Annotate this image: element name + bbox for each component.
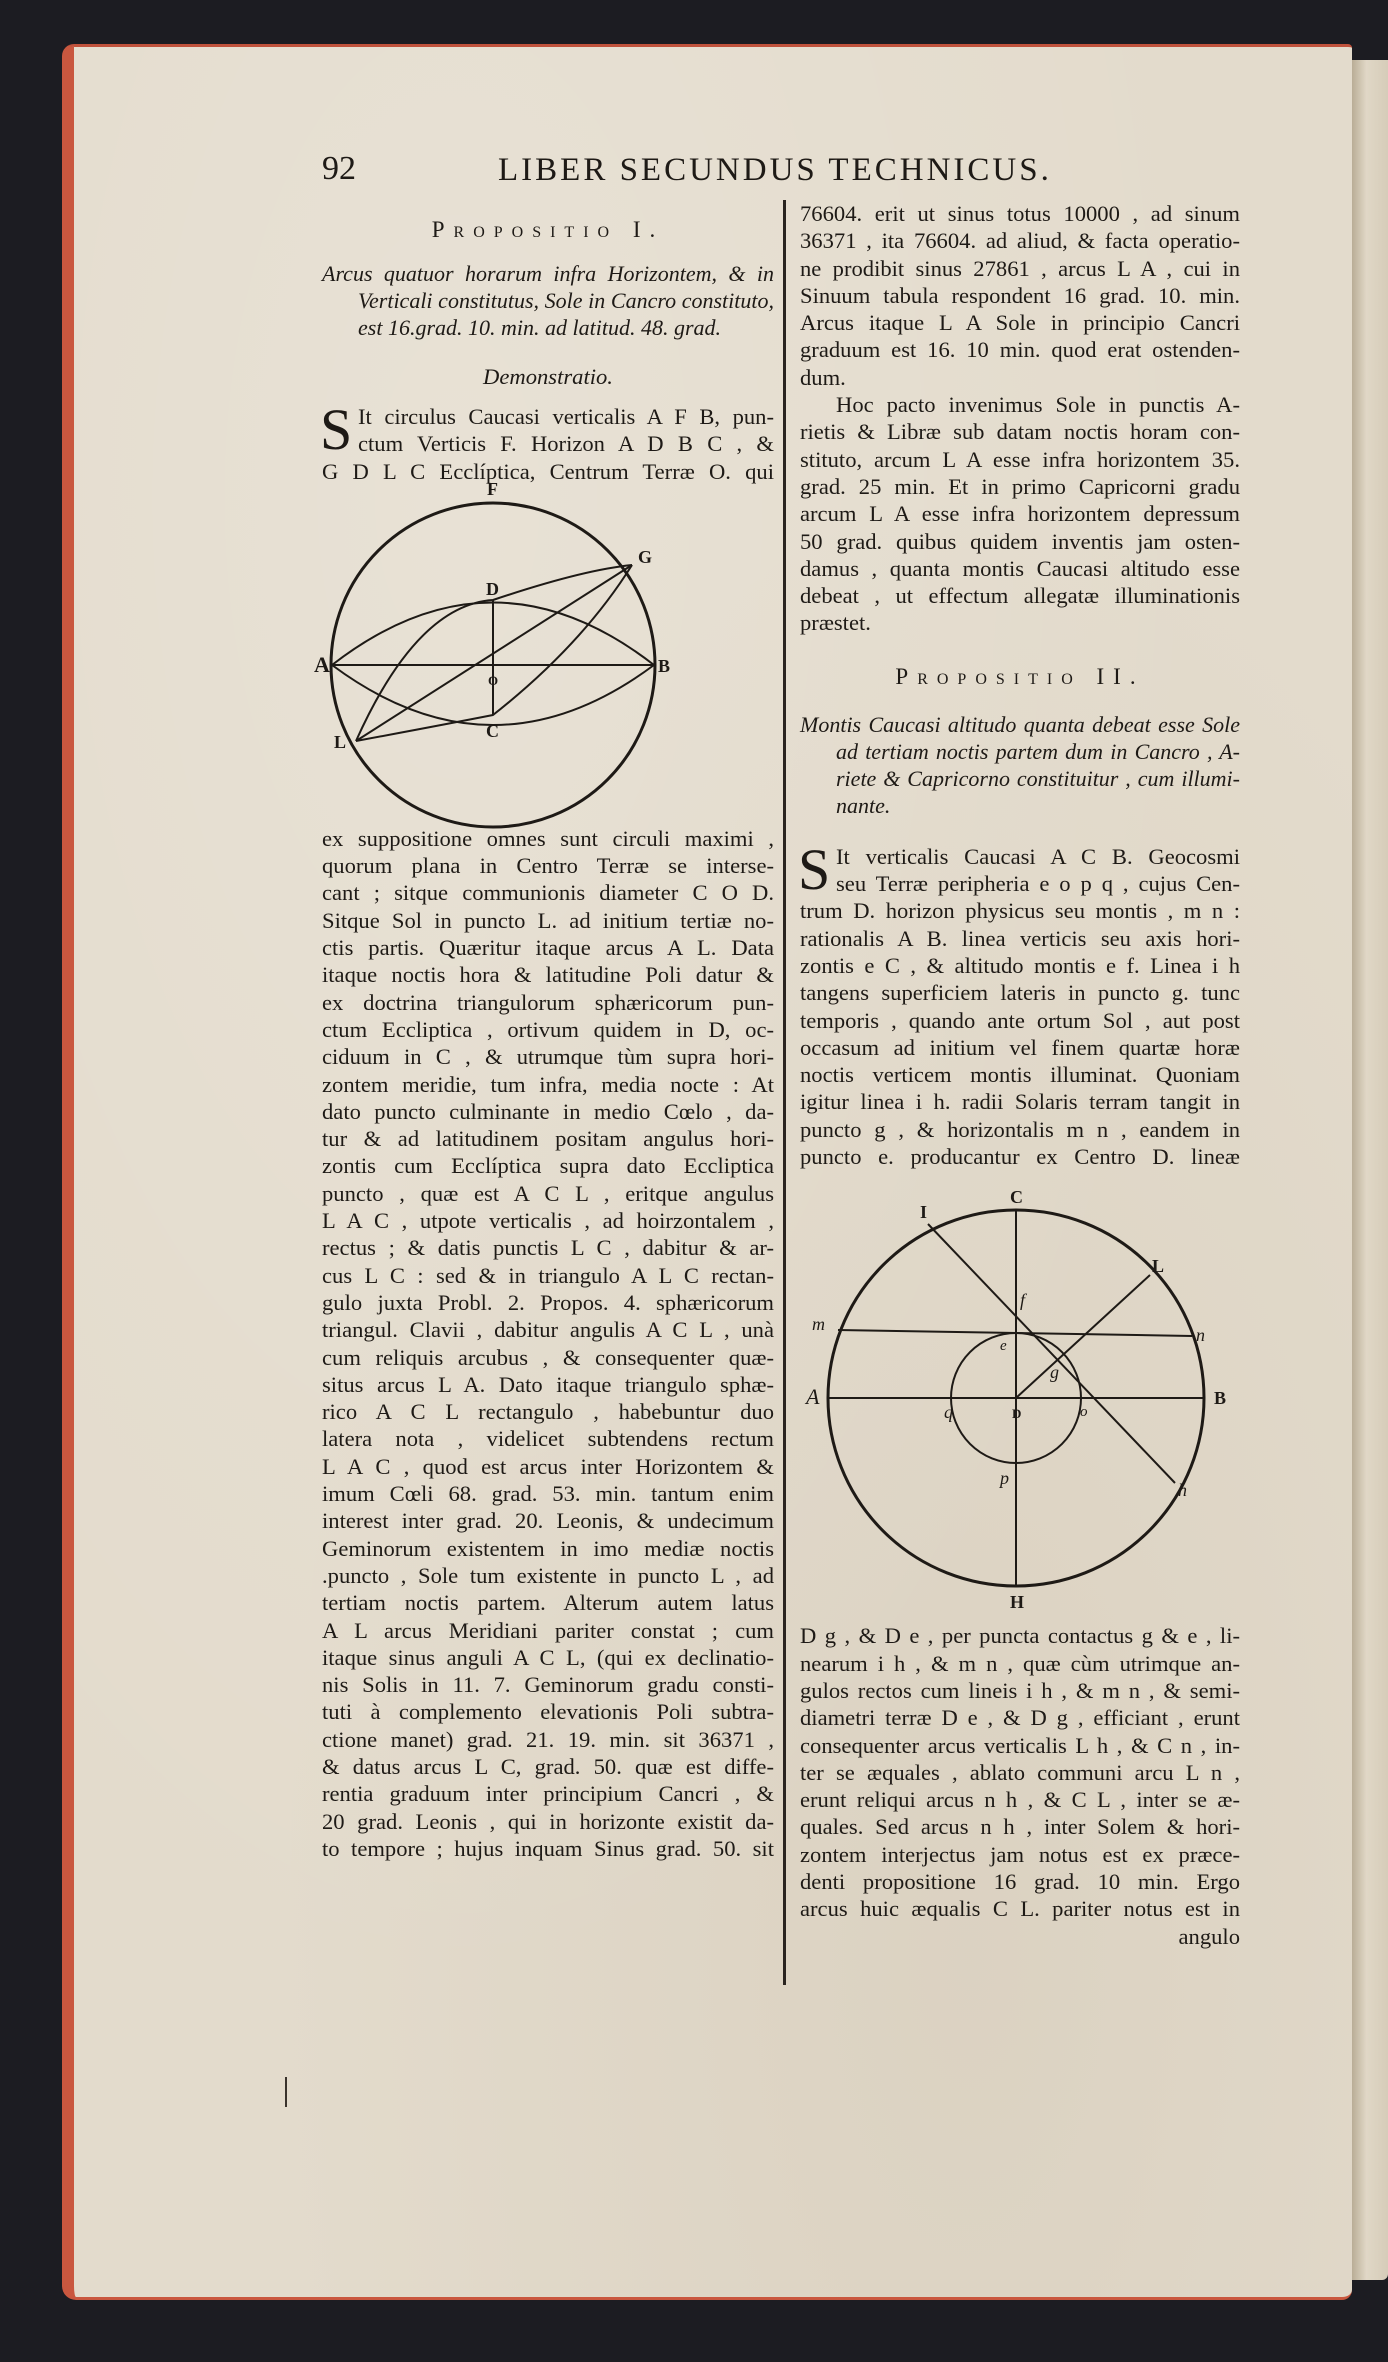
text-line: It verticalis Caucasi A C B. Geocosmi: [836, 843, 1240, 869]
text-line: noctis verticem montis illuminat. Quoniam: [800, 1062, 1240, 1088]
text-line: It circulus Caucasi verticalis A F B, pun-: [358, 404, 774, 429]
text-line: rietis & Libræ sub datam noctis horam con-: [800, 419, 1240, 445]
label-f: f: [1020, 1290, 1026, 1311]
text-line: ex doctrina triangulorum sphæricorum pun-: [322, 989, 774, 1015]
text-line: tangens superficiem lateris in puncto g. tunc: [800, 980, 1240, 1006]
drop-cap: S: [798, 836, 831, 902]
text-line: zontem meridie, tum infra, media nocte : At: [322, 1071, 774, 1097]
proposition-1-heading: Propositio I.: [431, 217, 665, 242]
line-ih: [928, 1224, 1175, 1483]
page-number: 92: [322, 150, 356, 187]
text-line: rico A C L rectangulo , habebuntur duo: [322, 1399, 774, 1425]
enunciation-line: Verticali constitutus, Sole in Cancro constituto,: [358, 288, 774, 313]
label-O: O: [488, 672, 499, 688]
label-e: e: [1000, 1338, 1007, 1355]
label-D: D: [486, 578, 499, 599]
intro-paragraph: [320, 397, 774, 485]
label-L: L: [1152, 1256, 1165, 1277]
text-line: Sitque Sol in puncto L. ad initium tertiæ no-: [322, 907, 774, 933]
text-line: & datus arcus L C, grad. 50. quæ est diffe-: [322, 1753, 774, 1779]
catchword: angulo: [1178, 1923, 1240, 1949]
label-g: g: [1050, 1362, 1059, 1383]
label-B: B: [658, 655, 671, 676]
text-line: puncto , quæ est A C L , eritque angulus: [322, 1180, 774, 1206]
text-line: G D L C Ecclíptica, Centrum Terræ O. qui: [322, 458, 774, 484]
text-line: zontis cum Ecclíptica supra dato Eccliptica: [322, 1153, 774, 1179]
enunciation-line: est 16.grad. 10. min. ad latitud. 48. grad.: [358, 315, 722, 340]
text-line: Geminorum existentem in imo mediæ noctis: [322, 1535, 774, 1561]
label-F: F: [487, 478, 498, 499]
text-line: nearum i h , & m n , quæ cùm utrimque an-: [800, 1650, 1240, 1676]
proposition-2-enunciation: [800, 711, 1240, 819]
text-line: dato puncto culminante in medio Cœlo , da-: [322, 1098, 774, 1124]
figure-1-sphere-diagram: [314, 478, 774, 825]
enunciation-line: ad tertiam noctis partem dum in Cancro , A-: [836, 738, 1240, 764]
label-I: I: [920, 1202, 928, 1223]
text-line: quales. Sed arcus n h , inter Solem & hori-: [800, 1814, 1240, 1840]
label-D: D: [1012, 1406, 1022, 1422]
demonstratio-heading: Demonstratio.: [483, 364, 613, 389]
text-line: to tempore ; hujus inquam Sinus grad. 50. sit: [322, 1835, 774, 1861]
text-line: ctione manet) grad. 21. 19. min. sit 36371 ,: [322, 1726, 774, 1752]
text-line: zontem interjectus jam notus est ex præce-: [800, 1841, 1240, 1867]
text-line: interest inter grad. 20. Leonis, & undecimum: [322, 1508, 774, 1534]
text-line: itaque sinus anguli A C L, (qui ex declinatio-: [322, 1644, 774, 1670]
text-line: ciduum in C , & utrumque tùm supra hori-: [322, 1044, 774, 1070]
text-line: cum reliquis arcubus , & consequenter quæ-: [322, 1344, 774, 1370]
text-line: stituto, arcum L A esse infra horizontem 35.: [800, 446, 1240, 472]
text-line: temporis , quando ante ortum Sol , aut post: [800, 1007, 1240, 1033]
enunciation-line: Montis Caucasi altitudo quanta debeat esse Sole: [800, 711, 1240, 737]
text-line: puncto g , & horizontalis m n , eandem in: [800, 1116, 1240, 1142]
label-n: n: [1196, 1325, 1205, 1346]
continued-paragraph: [800, 200, 1240, 391]
label-h: h: [1178, 1480, 1187, 1501]
text-line: ter se æquales , ablato communi arcu L n ,: [800, 1759, 1240, 1785]
text-line: tur & ad latitudinem positam angulus hori-: [322, 1126, 774, 1152]
label-A: A: [806, 1384, 820, 1410]
hoc-pacto-paragraph: [800, 391, 1240, 637]
text-line: graduum est 16. 10 min. quod erat ostenden-: [800, 337, 1240, 363]
figure-2-mountain-diagram: [800, 1178, 1240, 1618]
text-line: ne prodibit sinus 27861 , arcus L A , cui in: [800, 255, 1240, 281]
label-C: C: [486, 720, 499, 741]
text-line: rectus ; & datis punctis L C , dabitur & ar-: [322, 1235, 774, 1261]
text-line: tuti à complemento elevationis Poli subtra-: [322, 1699, 774, 1725]
text-line: rentia graduum inter principium Cancri , &: [322, 1781, 774, 1807]
text-line: erunt reliqui arcus n h , & C L , inter se æ-: [800, 1787, 1240, 1813]
sit-verticalis-paragraph: [798, 836, 1240, 1171]
text-line: ex suppositione omnes sunt circuli maximi ,: [322, 825, 774, 851]
text-line: diametri terræ D e , & D g , efficiant , erunt: [800, 1705, 1240, 1731]
label-B: B: [1214, 1388, 1227, 1409]
text-line: situs arcus L A. Dato itaque triangulo sphæ-: [322, 1371, 774, 1397]
text-line: debeat , ut effectum allegatæ illuminationis: [800, 583, 1240, 609]
text-line: L A C , utpote verticalis , ad hoirzontalem ,: [322, 1208, 774, 1234]
text-line: latera nota , videlicet subtendens rectum: [322, 1426, 774, 1452]
text-line: 50 grad. quibus quidem inventis jam osten-: [800, 528, 1240, 554]
text-line: gulo juxta Probl. 2. Propos. 4. sphæricorum: [322, 1289, 774, 1315]
text-line: L A C , quod est arcus inter Horizontem &: [322, 1453, 774, 1479]
text-line: ctum Eccliptica , ortivum quidem in D, oc-: [322, 1016, 774, 1042]
left-column: [314, 210, 774, 1862]
label-p: p: [1000, 1468, 1009, 1489]
text-line: igitur linea i h. radii Solaris terram tangit in: [800, 1089, 1240, 1115]
label-o: o: [1080, 1404, 1088, 1421]
label-L: L: [334, 731, 347, 752]
proposition-2-heading: Propositio II.: [895, 663, 1145, 689]
label-C: C: [1010, 1187, 1023, 1208]
column-rule: [783, 200, 786, 1985]
proposition-1-enunciation: [322, 260, 774, 341]
text-line: gulos rectos cum lineis i h , & m n , & semi-: [800, 1677, 1240, 1703]
text-line: arcus huic æqualis C L. pariter notus est in: [800, 1896, 1240, 1922]
text-line: Hoc pacto invenimus Sole in punctis A-: [836, 392, 1240, 418]
ink-mark: [285, 2077, 287, 2107]
enunciation-line: nante.: [836, 792, 891, 818]
text-line: .puncto , Sole tum existente in puncto L , ad: [322, 1562, 774, 1588]
text-line: 76604. erit ut sinus totus 10000 , ad sinum: [800, 201, 1240, 226]
label-G: G: [638, 546, 653, 567]
label-m: m: [812, 1314, 825, 1335]
text-line: 36371 , ita 76604. ad aliud, & facta operatio-: [800, 228, 1240, 254]
text-line: quorum plana in Centro Terræ se interse-: [322, 853, 774, 879]
enunciation-line: riete & Capricorno constituitur , cum illumi-: [836, 765, 1240, 791]
next-page-edge: [1352, 60, 1388, 2280]
text-line: trum D. horizon physicus seu montis , m n :: [800, 898, 1240, 924]
text-line: itaque noctis hora & latitudine Poli datur &: [322, 962, 774, 988]
text-line: ctis partis. Quæritur itaque arcus A L. Data: [322, 935, 774, 961]
text-line: occasum ad initium vel finem quartæ horæ: [800, 1034, 1240, 1060]
text-line: A L arcus Meridiani pariter constat ; cum: [322, 1617, 774, 1643]
text-line: arcum L A esse infra horizontem depressum: [800, 501, 1240, 527]
enunciation-line: Arcus quatuor horarum infra Horizontem, & in: [322, 261, 774, 286]
text-line: dum.: [800, 364, 846, 390]
text-line: ctum Verticis F. Horizon A D B C , &: [358, 431, 774, 457]
text-line: 20 grad. Leonis , qui in horizonte existit da-: [322, 1808, 774, 1834]
demonstration-body: [322, 825, 774, 1862]
label-H: H: [1010, 1592, 1025, 1613]
text-line: præstet.: [800, 610, 871, 636]
text-line: cus L C : sed & in triangulo A L C rectan-: [322, 1262, 774, 1288]
text-line: triangul. Clavii , dabitur angulis A C L , unà: [322, 1317, 774, 1343]
text-line: grad. 25 min. Et in primo Capricorni gradu: [800, 473, 1240, 499]
right-column: [800, 200, 1240, 1950]
text-line: cant ; sitque communionis diameter C O D.: [322, 880, 774, 906]
text-line: imum Cœli 68. grad. 53. min. tantum enim: [322, 1481, 774, 1507]
text-line: denti propositione 16 grad. 10 min. Ergo: [800, 1868, 1240, 1894]
text-line: tertiam noctis partem. Alterum autem latus: [322, 1590, 774, 1616]
text-line: damus , quanta montis Caucasi altitudo esse: [800, 555, 1240, 581]
text-line: puncto e. producantur ex Centro D. lineæ: [800, 1144, 1240, 1170]
text-line: D g , & D e , per puncta contactus g & e , li-: [800, 1623, 1240, 1649]
text-line: consequenter arcus verticalis L h , & C n , in-: [800, 1732, 1240, 1758]
running-title: LIBER SECUNDUS TECHNICUS.: [498, 152, 1052, 188]
text-line: Sinuum tabula respondent 16 grad. 10. min.: [800, 282, 1240, 308]
text-line: seu Terræ peripheria e o p q , cujus Cen-: [836, 871, 1240, 897]
text-line: nis Solis in 11. 7. Geminorum gradu consti-: [322, 1672, 774, 1698]
text-line: Arcus itaque L A Sole in principio Cancri: [800, 310, 1240, 336]
drop-cap: S: [320, 397, 353, 462]
label-q: q: [944, 1402, 953, 1423]
page-header: [322, 150, 1282, 194]
conclusion-paragraph: [800, 1622, 1240, 1950]
text-line: zontis e C , & altitudo montis e f. Linea i h: [800, 952, 1240, 978]
label-A: A: [314, 651, 330, 677]
text-line: rationalis A B. linea verticis seu axis hori-: [800, 925, 1240, 951]
